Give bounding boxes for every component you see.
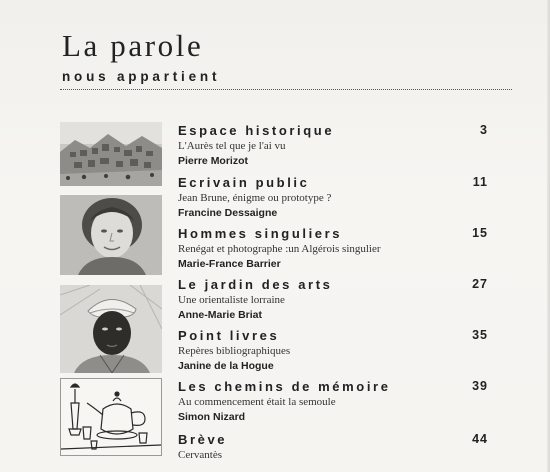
- article-title: Jean Brune, énigme ou prototype ?: [178, 192, 332, 204]
- dotted-divider: [60, 89, 512, 90]
- author-name: Marie-France Barrier: [178, 258, 281, 270]
- article-title: Une orientaliste lorraine: [178, 294, 285, 306]
- section-title: Le jardin des arts: [178, 277, 333, 292]
- article-title: Cervantès: [178, 449, 222, 461]
- page-number: 35: [472, 328, 488, 342]
- page-number: 3: [480, 123, 488, 137]
- section-title: Point livres: [178, 328, 280, 343]
- page-number: 11: [472, 175, 488, 189]
- section-title: Hommes singuliers: [178, 226, 343, 241]
- section-title: Les chemins de mémoire: [178, 379, 391, 394]
- tea-set-drawing: [60, 378, 162, 456]
- article-title: Renégat et photographe :un Algérois singulier: [178, 243, 381, 255]
- section-title: Espace historique: [178, 123, 335, 138]
- section-title: Ecrivain public: [178, 175, 310, 190]
- page-number: 15: [472, 226, 488, 240]
- page-number: 39: [472, 379, 488, 393]
- portrait-woman-photo: [60, 195, 162, 275]
- page-title: La parole: [62, 28, 204, 63]
- section-title: Brève: [178, 432, 228, 447]
- orientalist-portrait-drawing: [60, 285, 162, 373]
- page-number: 44: [472, 432, 488, 446]
- article-title: Au commencement était la semoule: [178, 396, 336, 408]
- author-name: Simon Nizard: [178, 411, 246, 423]
- page-number: 27: [472, 277, 488, 291]
- page-subtitle: nous appartient: [62, 69, 221, 84]
- author-name: Janine de la Hogue: [178, 360, 274, 372]
- article-title: L'Aurès tel que je l'ai vu: [178, 140, 286, 152]
- article-title: Repères bibliographiques: [178, 345, 291, 357]
- author-name: Anne-Marie Briat: [178, 309, 263, 321]
- author-name: Pierre Morizot: [178, 155, 249, 167]
- author-name: Francine Dessaigne: [178, 207, 278, 219]
- aures-village-photo: [60, 122, 162, 186]
